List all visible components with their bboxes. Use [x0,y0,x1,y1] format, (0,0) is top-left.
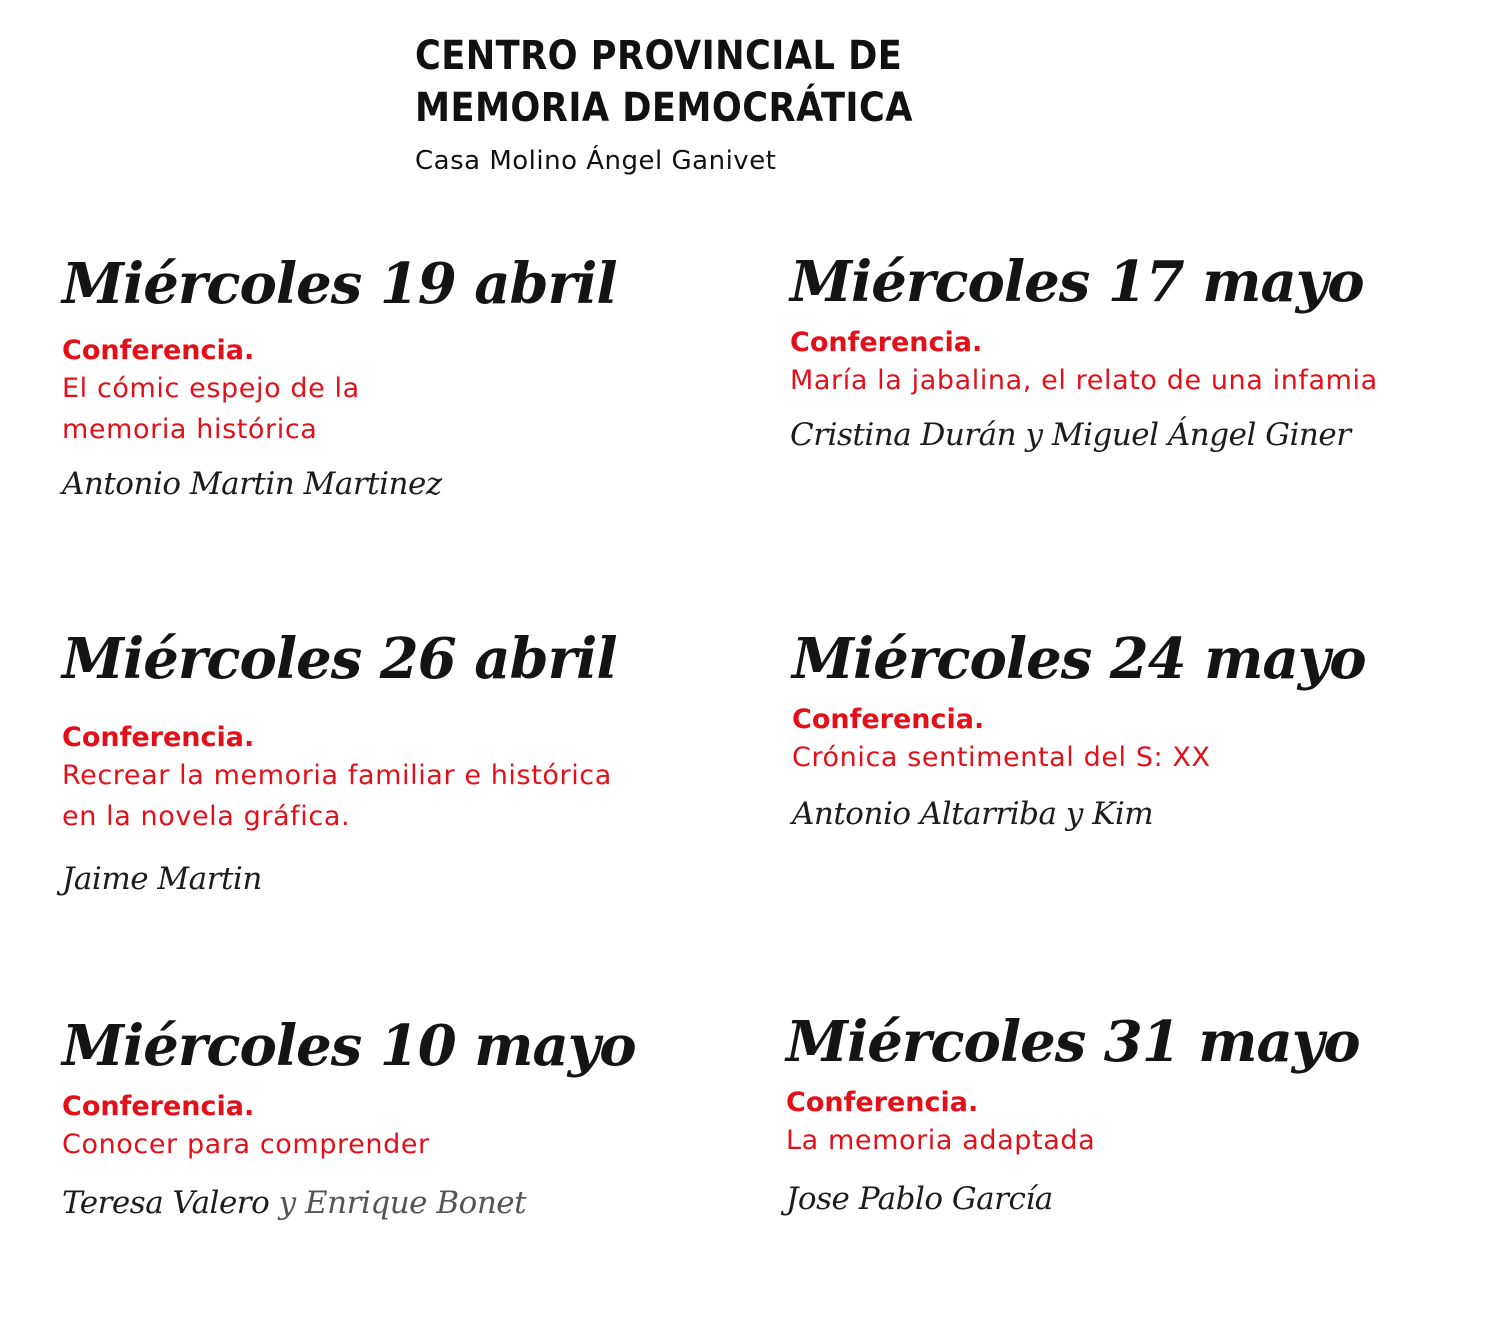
header-subtitle: Casa Molino Ángel Ganivet [415,146,777,176]
event-10-mayo [62,1014,636,1223]
event-type: Conferencia. [62,335,255,366]
event-speaker-line [62,1183,636,1223]
event-title-line1: La memoria adaptada [786,1125,1096,1156]
event-title-line1: El cómic espejo de la [62,373,360,404]
header [415,30,981,178]
event-speaker: Antonio Martin Martinez [62,466,442,502]
event-31-mayo [786,1010,1360,1219]
event-26-abril [62,627,617,899]
event-type: Conferencia. [62,722,255,753]
event-title-line1: Conocer para comprender [62,1129,430,1160]
event-type: Conferencia. [62,1091,255,1122]
event-title-line1: Recrear la memoria familiar e histórica [62,760,612,791]
event-24-mayo [792,627,1366,834]
event-19-abril [62,252,617,504]
event-speaker: Cristina Durán y Miguel Ángel Giner [790,417,1351,453]
event-type: Conferencia. [792,704,985,735]
event-date: Miércoles 17 mayo [790,249,1364,315]
event-speaker: Antonio Altarriba y Kim [792,796,1154,832]
event-date: Miércoles 24 mayo [792,626,1366,692]
event-date: Miércoles 19 abril [62,251,617,317]
header-title-line2: MEMORIA DEMOCRÁTICA [415,85,913,131]
event-date: Miércoles 10 mayo [62,1013,636,1079]
event-title-line2: en la novela gráfica. [62,801,351,832]
event-speaker: Jaime Martin [62,861,262,897]
event-date: Miércoles 26 abril [62,626,617,692]
event-title-line1: María la jabalina, el relato de una infamia [790,365,1378,396]
event-speaker: Jose Pablo García [786,1181,1053,1217]
event-speaker-first: Teresa Valero [62,1185,270,1221]
event-date: Miércoles 31 mayo [786,1009,1360,1075]
event-17-mayo [790,250,1378,455]
event-speaker-joiner: y [278,1185,296,1221]
event-title-line2: memoria histórica [62,414,318,445]
event-speaker-second: Enrique Bonet [305,1185,527,1221]
header-title-line1: CENTRO PROVINCIAL DE [415,33,903,79]
event-type: Conferencia. [790,327,983,358]
event-type: Conferencia. [786,1087,979,1118]
event-title-line1: Crónica sentimental del S: XX [792,742,1211,773]
